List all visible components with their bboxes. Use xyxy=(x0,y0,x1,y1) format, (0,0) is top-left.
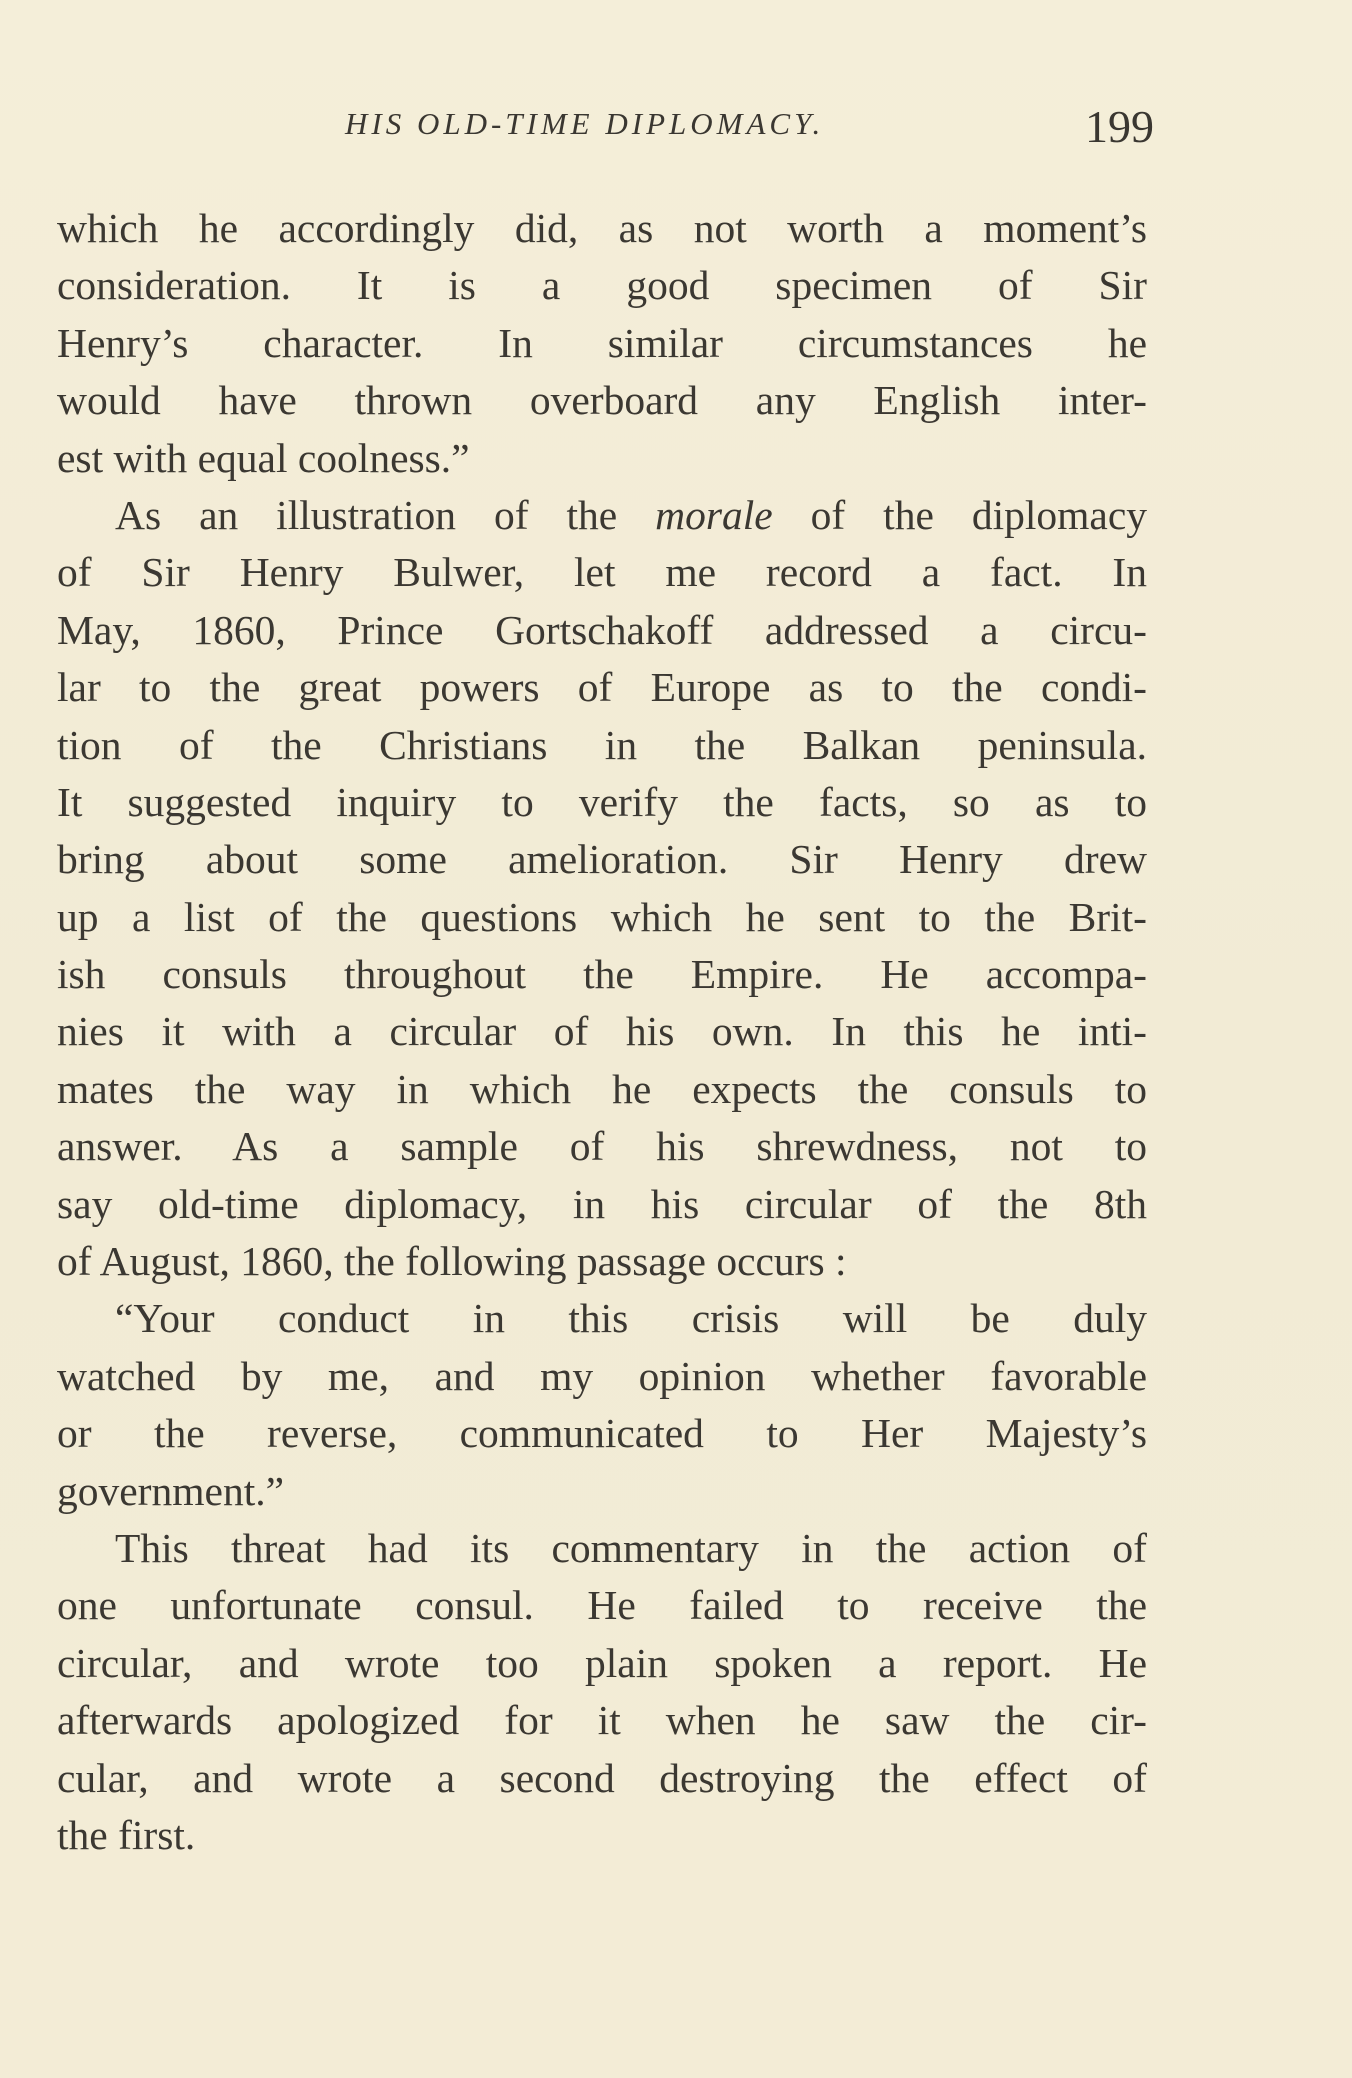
text-line: would have thrown overboard any English inter- xyxy=(57,377,1147,424)
quote-line: government.” xyxy=(57,1467,285,1514)
page-number: 199 xyxy=(1085,101,1154,152)
text-run: of the diplomacy xyxy=(772,491,1147,538)
text-line: lar to the great powers of Europe as to the condi- xyxy=(57,664,1147,711)
text-line: which he accordingly did, as not worth a moment’s xyxy=(57,205,1147,251)
text-line: ish consuls throughout the Empire. He accompa- xyxy=(57,951,1147,998)
text-line: consideration. It is a good specimen of Sir xyxy=(57,262,1147,309)
text-line: tion of the Christians in the Balkan peninsula. xyxy=(57,721,1147,768)
running-head xyxy=(0,100,1352,160)
running-title: HIS OLD-TIME DIPLOMACY. xyxy=(345,106,825,141)
text-line: cular, and wrote a second destroying the effect of xyxy=(57,1754,1147,1801)
text-line: afterwards apologized for it when he saw the cir- xyxy=(57,1697,1147,1744)
body-text xyxy=(57,200,1147,1864)
text-line: of Sir Henry Bulwer, let me record a fact. In xyxy=(57,549,1147,596)
text-line: of August, 1860, the following passage occurs : xyxy=(57,1238,847,1285)
quote-line: or the reverse, communicated to Her Majesty’s xyxy=(57,1410,1147,1457)
text-line: nies it with a circular of his own. In this he inti- xyxy=(57,1008,1147,1055)
text-line: May, 1860, Prince Gortschakoff addressed a circu- xyxy=(57,606,1147,653)
text-line: This threat had its commentary in the action of xyxy=(115,1524,1147,1571)
text-line: bring about some amelioration. Sir Henry drew xyxy=(57,836,1147,883)
quote-line: watched by me, and my opinion whether favorable xyxy=(57,1352,1147,1399)
text-line: circular, and wrote too plain spoken a report. He xyxy=(57,1639,1147,1686)
text-line: say old-time diplomacy, in his circular of the 8th xyxy=(57,1180,1147,1227)
italic-word: morale xyxy=(655,491,773,538)
text-line: est with equal coolness.” xyxy=(57,434,470,481)
text-line: answer. As a sample of his shrewdness, not to xyxy=(57,1123,1147,1170)
text-line: Henry’s character. In similar circumstances he xyxy=(57,319,1147,366)
text-line: up a list of the questions which he sent to the Brit- xyxy=(57,893,1147,940)
text-line: mates the way in which he expects the consuls to xyxy=(57,1065,1147,1112)
text-run: As an illustration of the xyxy=(115,491,656,538)
text-line: It suggested inquiry to verify the facts, so as to xyxy=(57,778,1147,825)
quote-line: “Your conduct in this crisis will be duly xyxy=(115,1295,1147,1342)
text-line: the first. xyxy=(57,1811,196,1858)
text-line: one unfortunate consul. He failed to receive the xyxy=(57,1582,1147,1629)
paragraph-first-line xyxy=(57,487,1147,544)
